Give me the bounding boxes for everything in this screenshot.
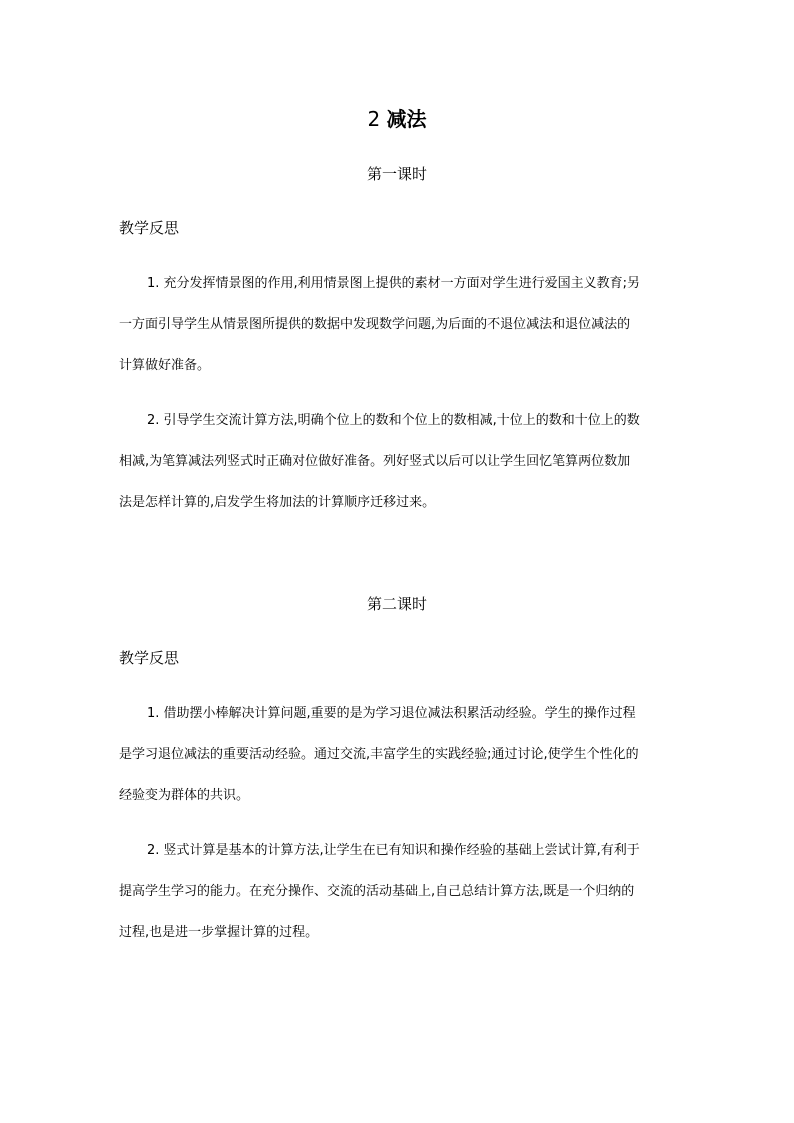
paragraph-line: 是学习退位减法的重要活动经验。通过交流,丰富学生的实践经验;通过讨论,使学生个性化的 [119,747,639,762]
section-label-1: 教学反思 [119,219,180,237]
paragraph-line: 提高学生学习的能力。在充分操作、交流的活动基础上,自己总结计算方法,既是一个归纳的 [119,884,635,899]
paragraph-line: 一方面引导学生从情景图所提供的数据中发现数学问题,为后面的不退位减法和退位减法的 [119,317,631,332]
lesson-heading-2: 第二课时 [366,595,427,613]
paragraph-1-1 [119,263,675,386]
lesson-heading-1: 第一课时 [366,165,427,183]
title-text: 减法 [386,107,427,131]
title-number: 2 [367,107,381,131]
paragraph-1-2 [119,400,675,523]
page-title [0,106,794,132]
paragraph-line: 经验变为群体的共识。 [119,788,250,803]
paragraph-line: 过程,也是进一步掌握计算的过程。 [119,925,319,940]
paragraph-2-1 [119,693,675,816]
paragraph-line: 计算做好准备。 [119,358,211,373]
paragraph-line: 1. 借助摆小棒解决计算问题,重要的是为学习退位减法积累活动经验。学生的操作过程 [147,706,636,721]
paragraph-line: 2. 引导学生交流计算方法,明确个位上的数和个位上的数相减,十位上的数和十位上的数 [147,413,640,428]
paragraph-line: 2. 竖式计算是基本的计算方法,让学生在已有知识和操作经验的基础上尝试计算,有利于 [147,843,640,858]
paragraph-2-2 [119,830,675,953]
paragraph-line: 法是怎样计算的,启发学生将加法的计算顺序迁移过来。 [119,495,436,510]
section-label-2: 教学反思 [119,649,180,667]
paragraph-line: 相减,为笔算减法列竖式时正确对位做好准备。列好竖式以后可以让学生回忆笔算两位数加 [119,454,631,469]
paragraph-line: 1. 充分发挥情景图的作用,利用情景图上提供的素材一方面对学生进行爱国主义教育;另 [147,276,641,291]
